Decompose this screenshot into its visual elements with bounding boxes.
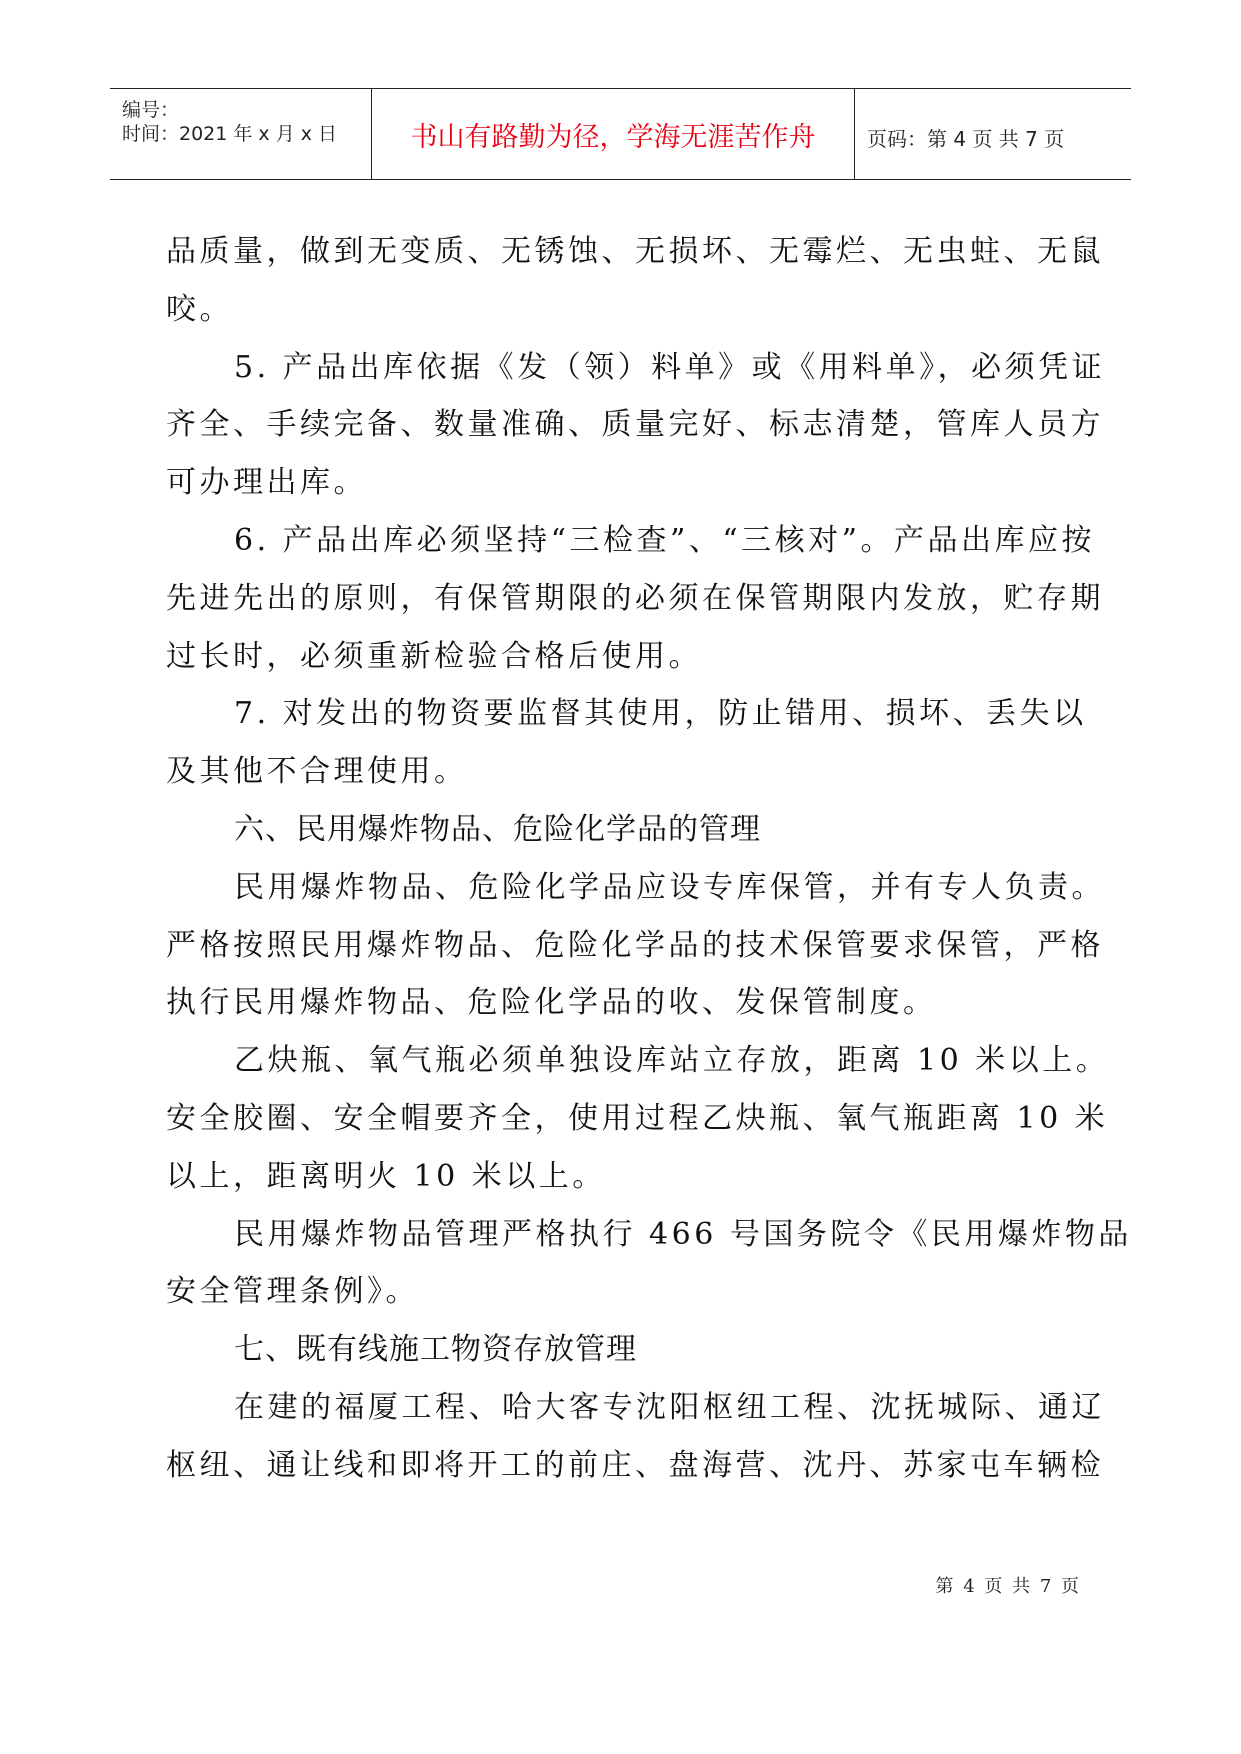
body-line: 先进先出的原则，有保管期限的必须在保管期限内发放，贮存期 [166, 580, 1104, 616]
body-line: 枢纽、通让线和即将开工的前庄、盘海营、沈丹、苏家屯车辆检 [166, 1447, 1104, 1483]
body-line: 民用爆炸物品管理严格执行 466 号国务院令《民用爆炸物品 [234, 1216, 1132, 1252]
page-footer: 第 4 页 共 7 页 [935, 1576, 1081, 1597]
body-line: 过长时，必须重新检验合格后使用。 [166, 638, 702, 674]
page-header [110, 88, 1131, 180]
section-heading: 六、民用爆炸物品、危险化学品的管理 [234, 811, 761, 847]
body-line: 乙炔瓶、氧气瓶必须单独设库站立存放，距离 10 米以上。 [234, 1043, 1110, 1079]
body-line: 在建的福厦工程、哈大客专沈阳枢纽工程、沈抚城际、通辽 [234, 1389, 1105, 1425]
header-motto-cell [372, 89, 855, 179]
body-line: 咬。 [166, 291, 233, 327]
document-body [166, 223, 1132, 1495]
body-line: 齐全、手续完备、数量准确、质量完好、标志清楚，管库人员方 [166, 407, 1104, 443]
body-line: 执行民用爆炸物品、危险化学品的收、发保管制度。 [166, 985, 937, 1021]
date-label: 时间：2021 年 x 月 x 日 [122, 123, 338, 145]
section-heading: 七、既有线施工物资存放管理 [234, 1332, 637, 1368]
body-line: 品质量，做到无变质、无锈蚀、无损坏、无霉烂、无虫蛀、无鼠 [166, 234, 1104, 269]
body-line: 严格按照民用爆炸物品、危险化学品的技术保管要求保管，严格 [166, 927, 1104, 963]
serial-number-label: 编号： [122, 99, 180, 121]
body-line: 以上，距离明火 10 米以上。 [166, 1158, 606, 1194]
body-line: 安全管理条例》。 [166, 1274, 419, 1310]
body-line: 5. 产品出库依据《发（领）料单》或《用料单》，必须凭证 [234, 349, 1106, 385]
header-page-cell [855, 89, 1131, 179]
page-code: 页码：第 4 页 共 7 页 [867, 127, 1065, 151]
motto-text: 书山有路勤为径，学海无涯苦作舟 [410, 122, 816, 153]
body-line: 及其他不合理使用。 [166, 754, 468, 790]
body-line: 民用爆炸物品、危险化学品应设专库保管，并有专人负责。 [234, 869, 1105, 905]
header-info-cell [110, 89, 372, 179]
body-line: 安全胶圈、安全帽要齐全，使用过程乙炔瓶、氧气瓶距离 10 米 [166, 1100, 1109, 1136]
body-line: 6. 产品出库必须坚持“三检查”、“三核对”。产品出库应按 [234, 522, 1096, 558]
body-line: 可办理出库。 [166, 465, 367, 501]
body-line: 7. 对发出的物资要监督其使用，防止错用、损坏、丢失以 [234, 696, 1087, 732]
